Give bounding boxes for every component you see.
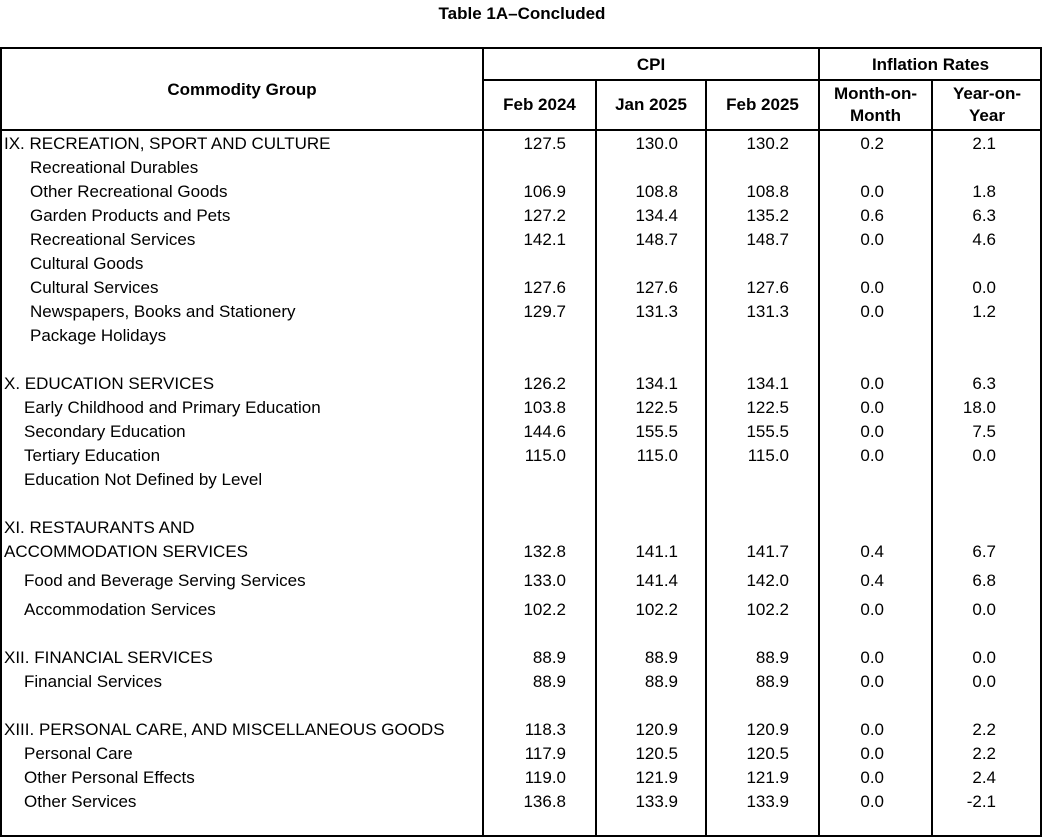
row-label: Financial Services [24,672,162,691]
cell-jan2025: 115.0 [636,446,678,465]
cell-feb2025: 88.9 [755,648,789,667]
divider-feb2025 [705,80,707,837]
cell-mom: 0.0 [860,600,884,619]
cell-feb2024: 103.8 [523,398,566,417]
cell-yoy: 2.2 [972,720,996,739]
cell-feb2025: 155.5 [746,422,789,441]
cell-yoy: 2.1 [972,134,996,153]
table-title: Table 1A–Concluded [438,4,606,23]
row-label: Other Recreational Goods [30,182,228,201]
cell-feb2025: 108.8 [746,182,789,201]
cell-feb2025: 120.5 [746,744,789,763]
cell-mom: 0.0 [860,278,884,297]
cell-feb2025: 130.2 [746,134,789,153]
cell-feb2025: 135.2 [746,206,789,225]
cell-yoy: 6.3 [972,374,996,393]
row-label: Early Childhood and Primary Education [24,398,321,417]
cell-yoy: 1.8 [972,182,996,201]
row-label: Other Personal Effects [24,768,195,787]
divider-jan2025 [595,80,597,837]
cell-jan2025: 134.1 [635,374,678,393]
cell-jan2025: 108.8 [635,182,678,201]
cell-feb2024: 144.6 [523,422,566,441]
header-year-on-year [933,83,1041,127]
cell-feb2025: 121.9 [746,768,789,787]
cell-jan2025: 130.0 [635,134,678,153]
cell-mom: 0.0 [860,446,884,465]
row-label: XII. FINANCIAL SERVICES [4,648,213,667]
row-label: IX. RECREATION, SPORT AND CULTURE [4,134,331,153]
cell-feb2024: 118.3 [524,720,566,739]
row-label: X. EDUCATION SERVICES [4,374,215,393]
cell-mom: 0.0 [860,720,884,739]
cell-yoy: 2.4 [972,768,996,787]
cell-feb2024: 127.5 [523,134,566,153]
header-month-on-month [820,83,931,127]
cell-feb2024: 88.9 [532,672,566,691]
row-label: Tertiary Education [24,446,161,465]
cell-mom: 0.0 [860,182,884,201]
cell-yoy: 0.0 [972,278,996,297]
cell-yoy: 0.0 [972,446,996,465]
cell-feb2024: 119.0 [524,768,566,787]
row-label: ACCOMMODATION SERVICES [4,542,249,561]
cell-yoy: 6.3 [972,206,996,225]
cell-mom: 0.0 [860,230,884,249]
header-bottom-line [0,129,1042,131]
cell-feb2024: 115.0 [524,446,566,465]
cell-feb2025: 122.5 [746,398,789,417]
cell-jan2025: 134.4 [635,206,678,225]
cell-jan2025: 131.3 [635,302,678,321]
cell-yoy: 7.5 [972,422,996,441]
cell-feb2025: 133.9 [746,792,789,811]
row-label: Accommodation Services [24,600,216,619]
row-label: Garden Products and Pets [30,206,231,225]
cell-yoy: 6.8 [972,571,996,590]
cell-jan2025: 141.4 [635,571,678,590]
row-label: XI. RESTAURANTS AND [4,518,195,537]
cell-jan2025: 88.9 [644,672,678,691]
row-label: XIII. PERSONAL CARE, AND MISCELLANEOUS GOODS [4,720,445,739]
cell-mom: 0.6 [860,206,884,225]
cell-feb2024: 129.7 [523,302,566,321]
cell-yoy: 0.0 [972,600,996,619]
header-feb-2024: Feb 2024 [503,95,576,114]
row-label: Newspapers, Books and Stationery [30,302,296,321]
cell-yoy: 4.6 [972,230,996,249]
cell-feb2025: 102.2 [746,600,789,619]
cell-jan2025: 155.5 [635,422,678,441]
cell-jan2025: 148.7 [635,230,678,249]
row-label: Personal Care [24,744,133,763]
cell-feb2024: 127.2 [523,206,566,225]
cell-yoy: 0.0 [972,648,996,667]
cell-feb2025: 148.7 [746,230,789,249]
cell-jan2025: 120.5 [635,744,678,763]
header-subdivider [482,79,1041,81]
header-commodity-group: Commodity Group [167,80,317,99]
cell-feb2025: 134.1 [746,374,789,393]
cell-yoy: 6.7 [972,542,996,561]
cell-feb2024: 142.1 [523,230,566,249]
cell-feb2025: 88.9 [755,672,789,691]
header-inflation-rates: Inflation Rates [871,55,990,74]
cell-feb2025: 131.3 [746,302,789,321]
cell-feb2024: 106.9 [523,182,566,201]
cell-jan2025: 120.9 [635,720,678,739]
cell-feb2024: 126.2 [523,374,566,393]
cell-jan2025: 141.1 [635,542,678,561]
row-label: Cultural Goods [30,254,144,273]
cell-feb2024: 133.0 [523,571,566,590]
row-label: Other Services [24,792,137,811]
header-cpi: CPI [636,55,666,74]
cell-jan2025: 122.5 [635,398,678,417]
cell-jan2025: 133.9 [635,792,678,811]
cell-feb2024: 88.9 [532,648,566,667]
cell-feb2025: 115.0 [747,446,789,465]
cell-feb2024: 136.8 [523,792,566,811]
cell-yoy: 0.0 [972,672,996,691]
header-year-on-year-line1: Year-on- [952,84,1022,103]
cell-mom: 0.0 [860,648,884,667]
cell-mom: 0.0 [860,422,884,441]
row-label: Cultural Services [30,278,159,297]
cell-mom: 0.0 [860,398,884,417]
cell-feb2025: 120.9 [746,720,789,739]
cell-jan2025: 88.9 [644,648,678,667]
cell-jan2025: 102.2 [635,600,678,619]
header-jan-2025: Jan 2025 [615,95,687,114]
cell-mom: 0.0 [860,744,884,763]
row-label: Package Holidays [30,326,167,345]
header-month-on-month-line1: Month-on- [833,84,918,103]
cell-yoy: 2.2 [972,744,996,763]
row-label: Secondary Education [24,422,186,441]
row-label: Education Not Defined by Level [24,470,263,489]
cell-feb2025: 141.7 [746,542,789,561]
cell-feb2025: 127.6 [746,278,789,297]
cell-mom: 0.0 [860,302,884,321]
cell-feb2024: 102.2 [523,600,566,619]
cell-mom: 0.0 [860,792,884,811]
header-year-on-year-line2: Year [969,106,1005,125]
row-label: Recreational Durables [30,158,199,177]
cell-mom: 0.4 [860,542,884,561]
cell-yoy: -2.1 [966,792,996,811]
row-label: Food and Beverage Serving Services [24,571,306,590]
row-label: Recreational Services [30,230,196,249]
cell-mom: 0.0 [860,768,884,787]
cell-yoy: 18.0 [962,398,996,417]
cell-jan2025: 127.6 [635,278,678,297]
cell-feb2024: 127.6 [523,278,566,297]
cell-jan2025: 121.9 [635,768,678,787]
divider-commodity [482,49,484,837]
header-feb-2025: Feb 2025 [726,95,799,114]
cell-feb2024: 132.8 [523,542,566,561]
cell-mom: 0.0 [860,672,884,691]
header-month-on-month-line2: Month [850,106,901,125]
cell-feb2024: 117.9 [524,744,566,763]
cell-mom: 0.4 [860,571,884,590]
cell-feb2025: 142.0 [746,571,789,590]
cell-mom: 0.0 [860,374,884,393]
cell-mom: 0.2 [860,134,884,153]
cell-yoy: 1.2 [972,302,996,321]
